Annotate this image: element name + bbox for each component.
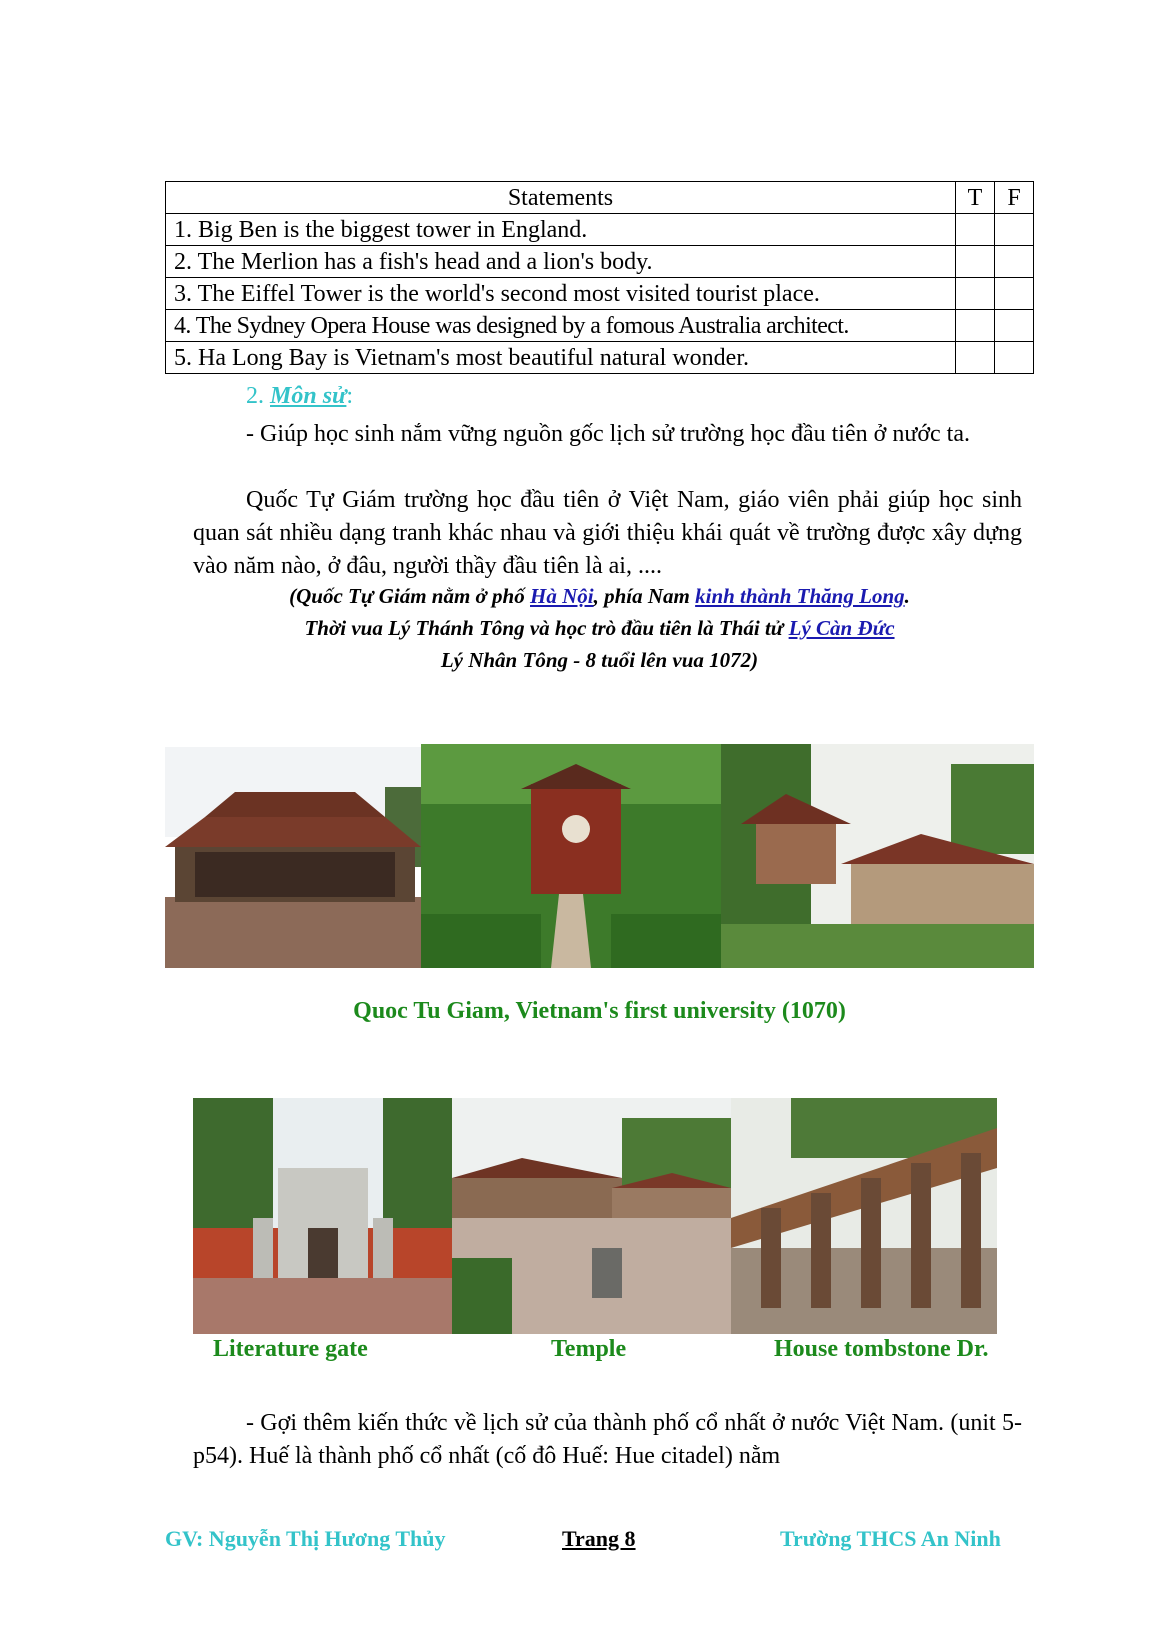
header-false: F xyxy=(995,182,1034,214)
photos-caption: Quoc Tu Giam, Vietnam's first university (1070) xyxy=(353,998,846,1024)
footer-teacher: GV: Nguyễn Thị Hương Thủy xyxy=(165,1526,446,1551)
link-ly-can-duc[interactable]: Lý Càn Đức xyxy=(788,616,895,640)
false-cell[interactable] xyxy=(995,342,1034,374)
note-text: , phía Nam xyxy=(593,584,696,608)
photo-pavilion xyxy=(421,744,721,968)
section-title: Môn sử xyxy=(270,383,347,409)
statement-cell: 3. The Eiffel Tower is the world's second most visited tourist place. xyxy=(166,278,956,310)
statement-cell: 4. The Sydney Opera House was designed by a fomous Australia architect. xyxy=(166,310,956,342)
photo-tombstones xyxy=(731,1098,997,1334)
photo-bell-tower xyxy=(721,744,1034,968)
table-row xyxy=(166,214,1034,246)
note-line-3: Lý Nhân Tông - 8 tuổi lên vua 1072) xyxy=(440,648,759,672)
label-temple: Temple xyxy=(551,1336,627,1362)
false-cell[interactable] xyxy=(995,310,1034,342)
section-colon: : xyxy=(346,383,354,409)
footer-school: Trường THCS An Ninh xyxy=(780,1526,1001,1551)
table-header-row xyxy=(166,182,1034,214)
statement-cell: 5. Ha Long Bay is Vietnam's most beautiful natural wonder. xyxy=(166,342,956,374)
table-row xyxy=(166,246,1034,278)
statement-cell: 1. Big Ben is the biggest tower in England. xyxy=(166,214,956,246)
table-row xyxy=(166,342,1034,374)
statement-cell: 2. The Merlion has a fish's head and a lion's body. xyxy=(166,246,956,278)
false-cell[interactable] xyxy=(995,278,1034,310)
table-row xyxy=(166,278,1034,310)
note-text: . xyxy=(904,584,910,608)
true-cell[interactable] xyxy=(956,310,995,342)
true-cell[interactable] xyxy=(956,246,995,278)
label-literature-gate: Literature gate xyxy=(213,1336,368,1362)
section-heading xyxy=(246,383,353,410)
note-text: (Quốc Tự Giám nằm ở phố xyxy=(289,584,530,608)
section-number: 2. xyxy=(246,383,270,409)
label-house-tombstone: House tombstone Dr. xyxy=(774,1336,989,1362)
link-kinh-thanh[interactable]: kinh thành Thăng Long xyxy=(695,584,905,608)
paragraph-3: - Gợi thêm kiến thức về lịch sử của thành phố cổ nhất ở nước Việt Nam. (unit 5-p54). Huế là thành phố cổ nhất (cố đô Huế: Hue citadel) nằm xyxy=(193,1410,1022,1469)
false-cell[interactable] xyxy=(995,214,1034,246)
true-cell[interactable] xyxy=(956,342,995,374)
table-row xyxy=(166,310,1034,342)
paragraph-2: Quốc Tự Giám trường học đầu tiên ở Việt Nam, giáo viên phải giúp học sinh quan sát nhiều dạng tranh khác nhau và giới thiệu khái quát về trường được xây dựng vào năm nào, ở đâu, người thầy đầu tiên là ai, .... xyxy=(193,487,1022,579)
note-line-2 xyxy=(165,612,1034,644)
note-text: Thời vua Lý Thánh Tông và học trò đầu tiên là Thái tử xyxy=(304,616,789,640)
photo-hall xyxy=(165,747,421,968)
photo-temple xyxy=(452,1098,731,1334)
link-ha-noi[interactable]: Hà Nội xyxy=(530,584,594,608)
true-cell[interactable] xyxy=(956,278,995,310)
paragraph-1: - Giúp học sinh nắm vững nguồn gốc lịch sử trường học đầu tiên ở nước ta. xyxy=(246,421,970,447)
statements-table xyxy=(165,181,1034,374)
photo-literature-gate xyxy=(193,1098,452,1334)
footer-page-number: Trang 8 xyxy=(562,1526,636,1551)
header-true: T xyxy=(956,182,995,214)
false-cell[interactable] xyxy=(995,246,1034,278)
note-line-1 xyxy=(165,580,1034,612)
true-cell[interactable] xyxy=(956,214,995,246)
header-statements: Statements xyxy=(166,182,956,214)
